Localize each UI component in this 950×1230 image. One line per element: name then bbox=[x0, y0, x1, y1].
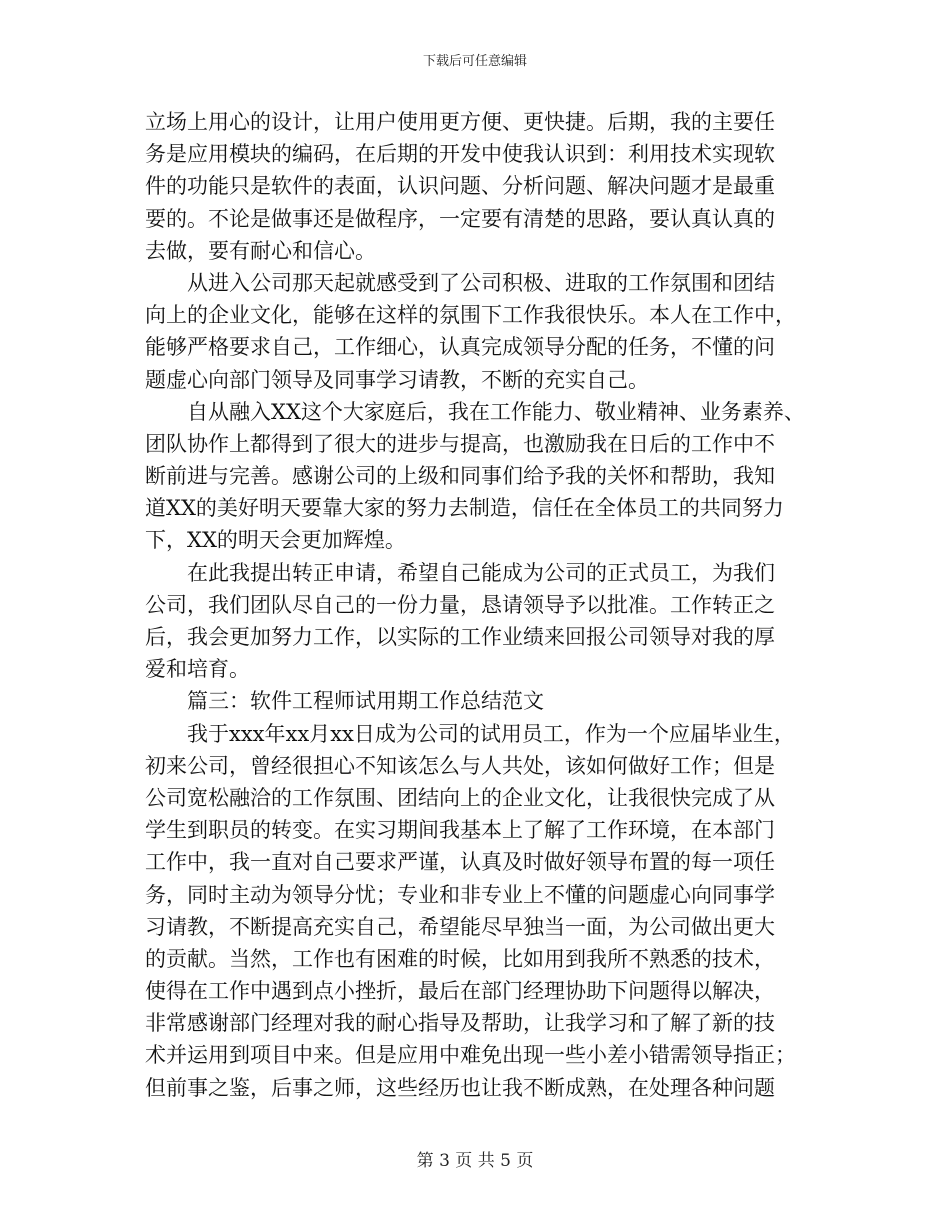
text-line: 向上的企业文化，能够在这样的氛围下工作我很快乐。本人在工作中， bbox=[145, 303, 796, 328]
text-line: 自从融入XX这个大家庭后，我在工作能力、敬业精神、业务素养、 bbox=[187, 399, 805, 424]
text-line: 公司宽松融洽的工作氛围、团结向上的企业文化，让我很快完成了从 bbox=[145, 785, 775, 810]
text-line: 初来公司，曾经很担心不知该怎么与人共处，该如何做好工作；但是 bbox=[145, 753, 775, 778]
text-line: 道XX的美好明天要靠大家的努力去制造，信任在全体员工的共同努力 bbox=[145, 496, 784, 521]
text-line: 习请教，不断提高充实自己，希望能尽早独当一面，为公司做出更大 bbox=[145, 914, 775, 939]
text-line: 术并运用到项目中来。但是应用中难免出现一些小差小错需领导指正； bbox=[145, 1043, 796, 1068]
text-line: 公司，我们团队尽自己的一份力量，恳请领导予以批准。工作转正之 bbox=[145, 592, 775, 617]
text-line: 学生到职员的转变。在实习期间我基本上了解了工作环境，在本部门 bbox=[145, 818, 775, 843]
text-line: 团队协作上都得到了很大的进步与提高，也激励我在日后的工作中不 bbox=[145, 431, 775, 456]
text-line: 但前事之鉴，后事之师，这些经历也让我不断成熟，在处理各种问题 bbox=[145, 1075, 775, 1100]
text-line: 件的功能只是软件的表面，认识问题、分析问题、解决问题才是最重 bbox=[145, 174, 775, 199]
text-line: 非常感谢部门经理对我的耐心指导及帮助，让我学习和了解了新的技 bbox=[145, 1011, 775, 1036]
text-line: 使得在工作中遇到点小挫折，最后在部门经理协助下问题得以解决， bbox=[145, 979, 775, 1004]
text-line: 我于xxx年xx月xx日成为公司的试用员工，作为一个应届毕业生， bbox=[187, 721, 795, 746]
page-header: 下载后可任意编辑 bbox=[422, 54, 527, 69]
text-line: 在此我提出转正申请，希望自己能成为公司的正式员工，为我们 bbox=[187, 560, 775, 585]
document-body bbox=[145, 106, 825, 1104]
text-line: 断前进与完善。感谢公司的上级和同事们给予我的关怀和帮助，我知 bbox=[145, 464, 775, 489]
text-line: 篇三：软件工程师试用期工作总结范文 bbox=[187, 689, 544, 714]
text-line: 务是应用模块的编码，在后期的开发中使我认识到：利用技术实现软 bbox=[145, 142, 775, 167]
text-line: 去做，要有耐心和信心。 bbox=[145, 238, 376, 263]
text-line: 题虚心向部门领导及同事学习请教，不断的充实自己。 bbox=[145, 367, 649, 392]
text-line: 后，我会更加努力工作，以实际的工作业绩来回报公司领导对我的厚 bbox=[145, 625, 775, 649]
text-line: 下，XX的明天会更加辉煌。 bbox=[145, 528, 406, 553]
text-line: 务，同时主动为领导分忧；专业和非专业上不懂的问题虚心向同事学 bbox=[145, 882, 775, 907]
page-footer: 第 3 页 共 5 页 bbox=[416, 1151, 534, 1171]
text-line: 工作中，我一直对自己要求严谨，认真及时做好领导布置的每一项任 bbox=[145, 850, 775, 875]
text-line: 立场上用心的设计，让用户使用更方便、更快捷。后期，我的主要任 bbox=[145, 110, 775, 134]
text-line: 爱和培育。 bbox=[145, 657, 250, 682]
text-line: 的贡献。当然，工作也有困难的时候，比如用到我所不熟悉的技术， bbox=[145, 946, 775, 971]
text-line: 要的。不论是做事还是做程序，一定要有清楚的思路，要认真认真的 bbox=[145, 206, 775, 231]
text-line: 从进入公司那天起就感受到了公司积极、进取的工作氛围和团结 bbox=[187, 270, 775, 295]
text-line: 能够严格要求自己，工作细心，认真完成领导分配的任务，不懂的问 bbox=[145, 335, 775, 360]
